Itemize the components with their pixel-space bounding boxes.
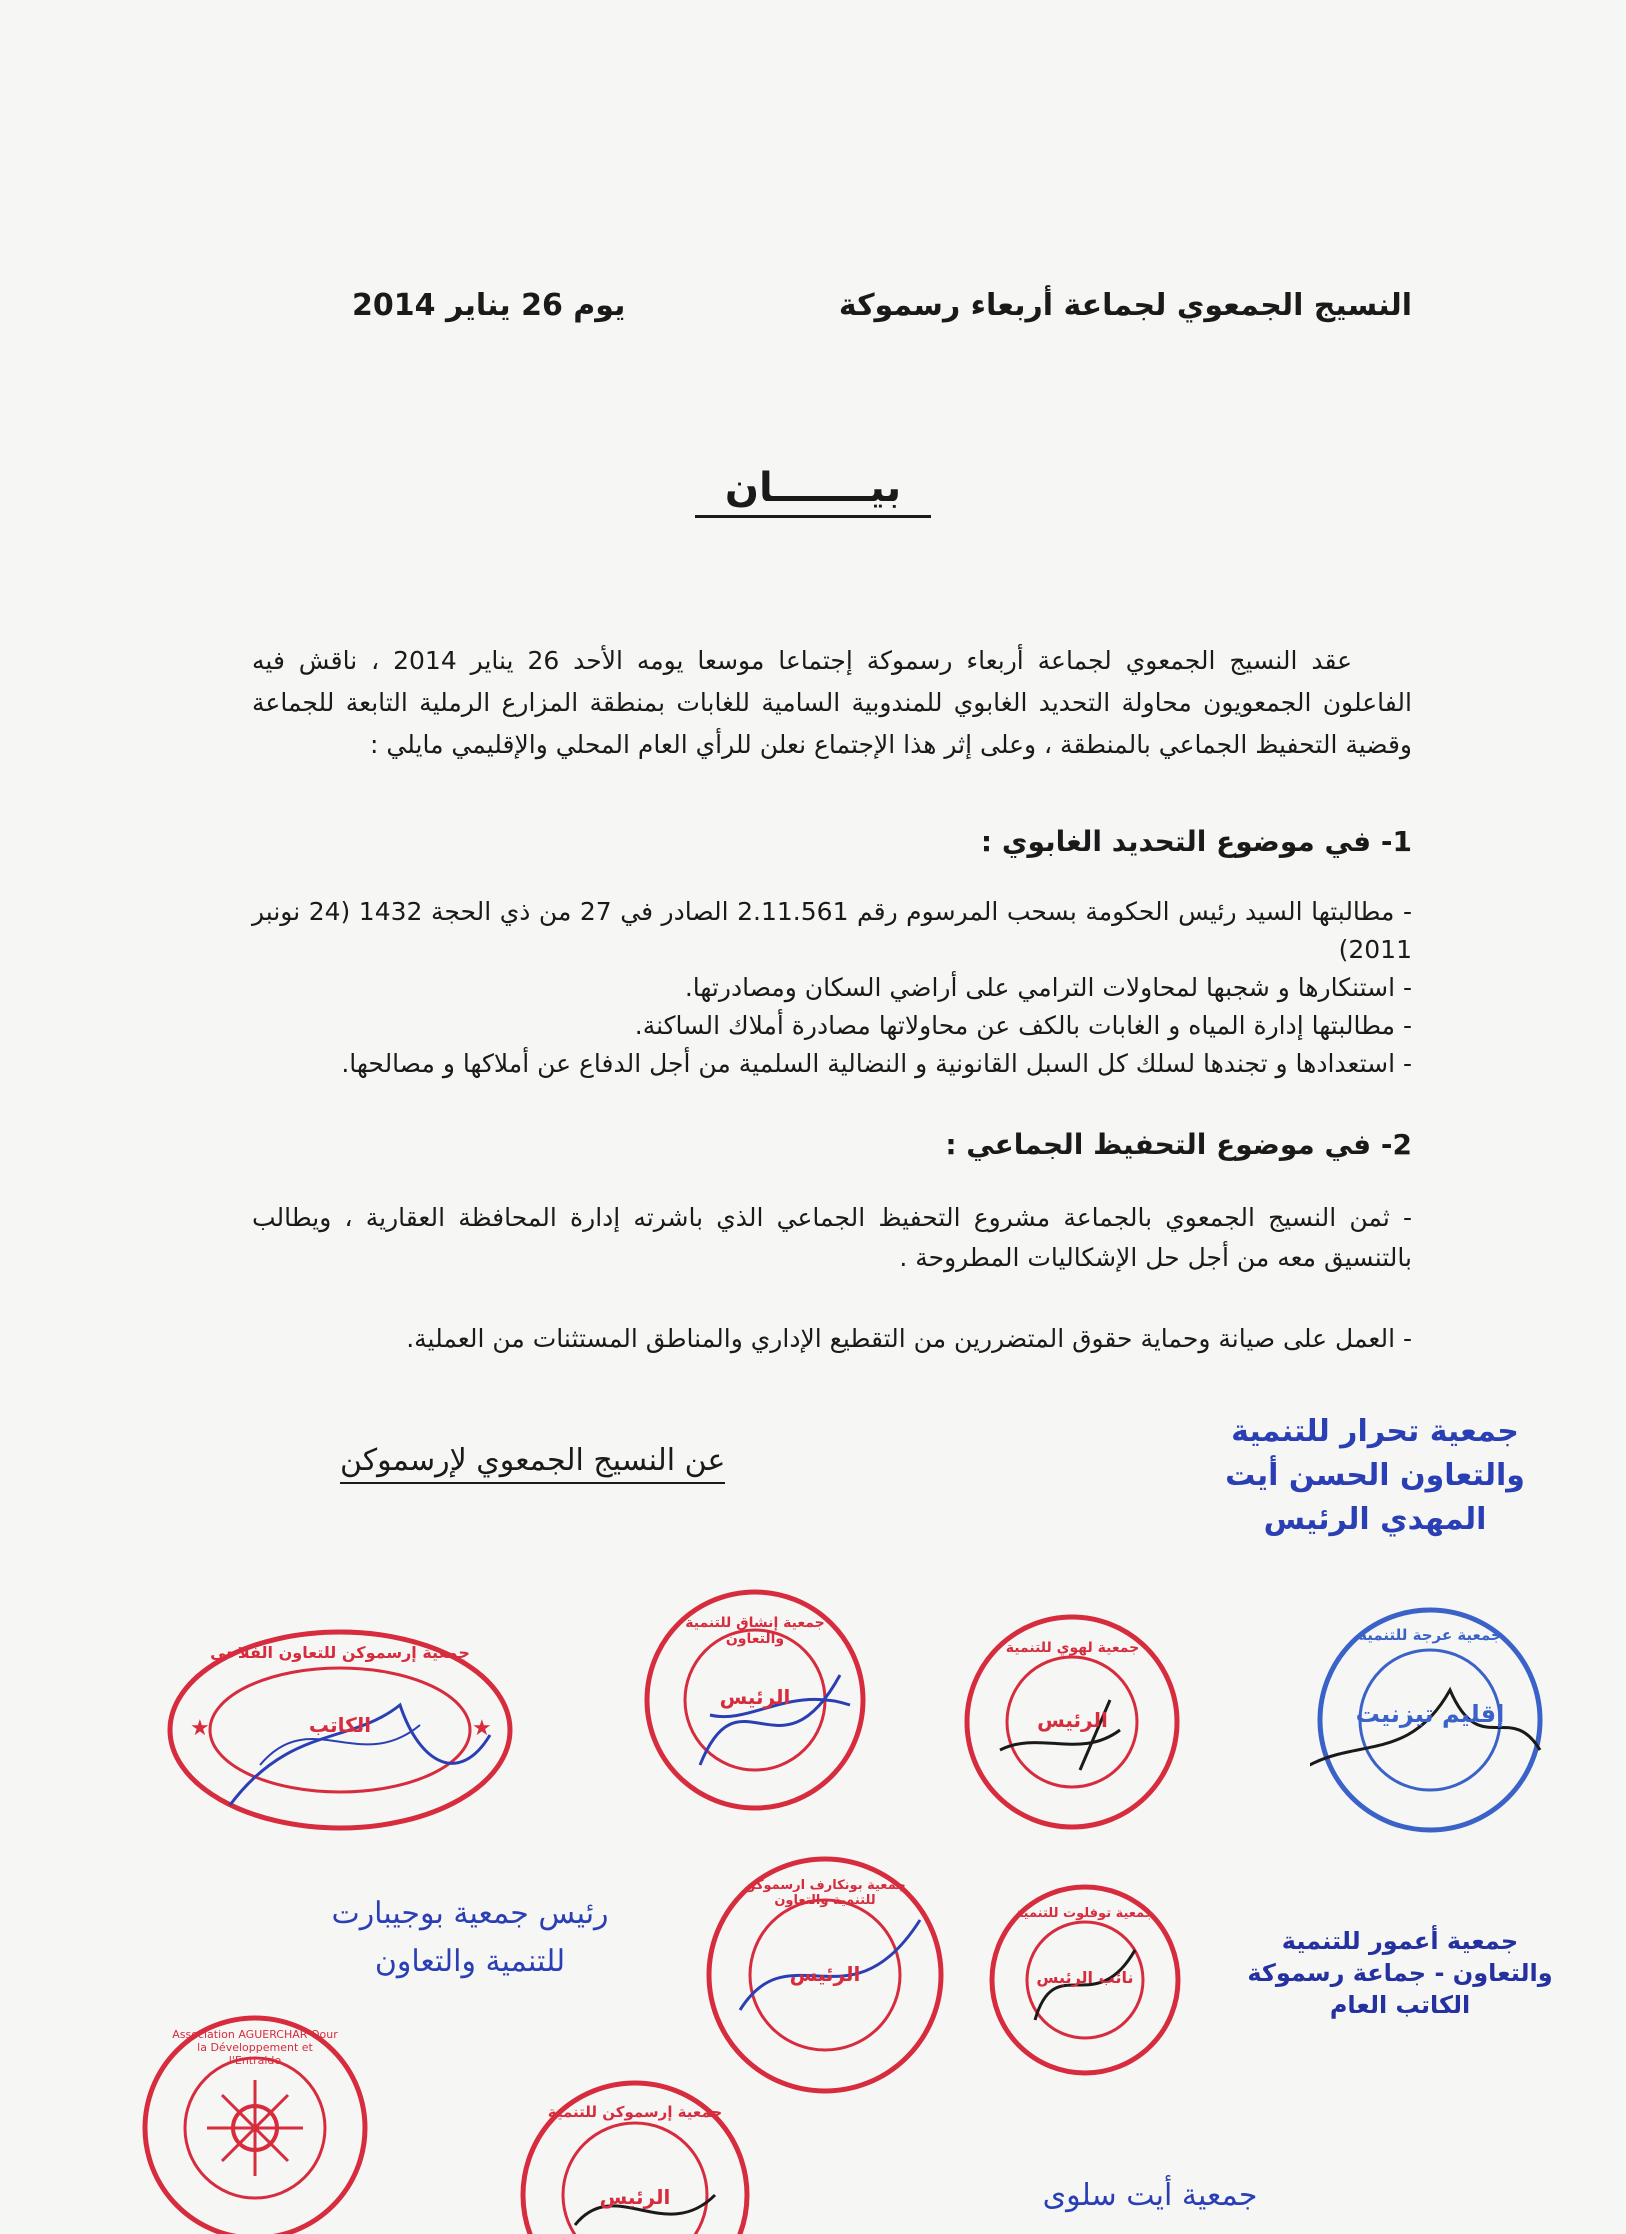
section1-item: - مطالبتها إدارة المياه و الغابات بالكف عن محاولاتها مصادرة أملاك الساكنة. — [634, 1011, 1412, 1040]
stamp-ring-text: جمعية توفلوت للتنمية — [1015, 1906, 1155, 1921]
organization-header: النسيج الجمعوي لجماعة أربعاء رسموكة — [838, 288, 1412, 323]
stamp-label: نائب الرئيس — [1036, 1968, 1134, 1987]
stamp-label: الكاتب — [308, 1713, 372, 1737]
section1-item: - مطالبتها السيد رئيس الحكومة بسحب المرسوم رقم 2.11.561 الصادر في 27 من ذي الحجة 1432 (24 نونبر 2011) — [252, 897, 1412, 964]
blue-stamp-note: جمعية تحرار للتنمية والتعاون الحسن أيت المهدي الرئيس — [1225, 1414, 1525, 1537]
stamp-ring-text: جمعية إرسموكن للتنمية — [547, 2103, 723, 2121]
section1-item: - استنكارها و شجبها لمحاولات الترامي على أراضي السكان ومصادرتها. — [684, 973, 1412, 1002]
stamp-ring-text: جمعية بونكارف ارسموكن للتنمية والتعاون — [744, 1878, 906, 1908]
handwritten-note: جمعية أيت سلوى — [1042, 2178, 1258, 2213]
stamp-label: الرئيس — [789, 1962, 861, 1986]
svg-text:★: ★ — [190, 1716, 210, 1741]
association-stamp-oval — [160, 1615, 520, 1845]
association-stamp-emblem — [140, 2010, 370, 2234]
association-stamp-circle — [515, 2075, 755, 2234]
svg-text:★: ★ — [472, 1716, 492, 1741]
stamp-ring-text: Association AGUERCHAR Oour la Développement et l'Entraide — [172, 2028, 338, 2067]
document-title — [0, 465, 1626, 511]
section2-item: - العمل على صيانة وحماية حقوق المتضررين من التقطيع الإداري والمناطق المستثنات من العملية. — [406, 1324, 1412, 1353]
association-stamp-circle — [700, 1850, 950, 2100]
closing-line: عن النسيج الجمعوي لإرسموكن — [340, 1443, 725, 1484]
section1-items — [252, 893, 1412, 1083]
section2-item: - ثمن النسيج الجمعوي بالجماعة مشروع التحفيظ الجماعي الذي باشرته إدارة المحافظة العقارية ، ويطالب بالتنسيق معه من أجل حل الإشكاليات المطروحة . — [252, 1203, 1412, 1272]
date-header: يوم 26 يناير 2014 — [352, 288, 626, 323]
stamp-label: الرئيس — [1037, 1708, 1108, 1732]
handwritten-note: رئيس جمعية بوجيبارت للتنمية والتعاون — [331, 1896, 609, 1979]
stamp-label: الرئيس — [599, 2185, 671, 2209]
section2-title: 2- في موضوع التحفيظ الجماعي : — [945, 1128, 1412, 1161]
stamp-ring-text: جمعية إنشاق للتنمية والتعاون — [685, 1615, 825, 1647]
section1-title: 1- في موضوع التحديد الغابوي : — [980, 825, 1412, 858]
stamp-ring-text: جمعية إرسموكن للتعاون الفلاحي — [210, 1643, 470, 1662]
stamp-label: إقليم تيزنيت — [1355, 1700, 1505, 1728]
section1-item: - استعدادها و تجندها لسلك كل السبل القانونية و النضالية السلمية من أجل الدفاع عن أملاكها و مصالحها. — [341, 1049, 1412, 1078]
association-stamp-blue — [1310, 1600, 1550, 1840]
association-stamp-circle — [640, 1585, 870, 1815]
association-stamp-circle — [985, 1880, 1185, 2080]
title-text: بيـــــــان — [695, 465, 931, 518]
intro-paragraph: عقد النسيج الجمعوي لجماعة أربعاء رسموكة إجتماعا موسعا يومه الأحد 26 يناير 2014 ، ناقش فيه الفاعلون الجمعويون محاولة التحديد الغابوي للمندوبية السامية للغابات بمنطقة المزارع الرملية التابعة للجماعة وقضية التحفيظ الجماعي بالمنطقة ، وعلى إثر هذا الإجتماع نعلن للرأي العام المحلي والإقليمي مايلي : — [252, 646, 1412, 759]
association-amour-stamp: جمعية أعمور للتنمية والتعاون - جماعة رسموكة الكاتب العام — [1247, 1927, 1553, 2019]
stamp-label: الرئيس — [719, 1685, 791, 1709]
stamp-ring-text: جمعية لهوي للتنمية — [1005, 1640, 1140, 1656]
stamp-ring-text: جمعية عرجة للتنمية — [1358, 1626, 1502, 1644]
association-stamp-circle — [960, 1610, 1185, 1835]
